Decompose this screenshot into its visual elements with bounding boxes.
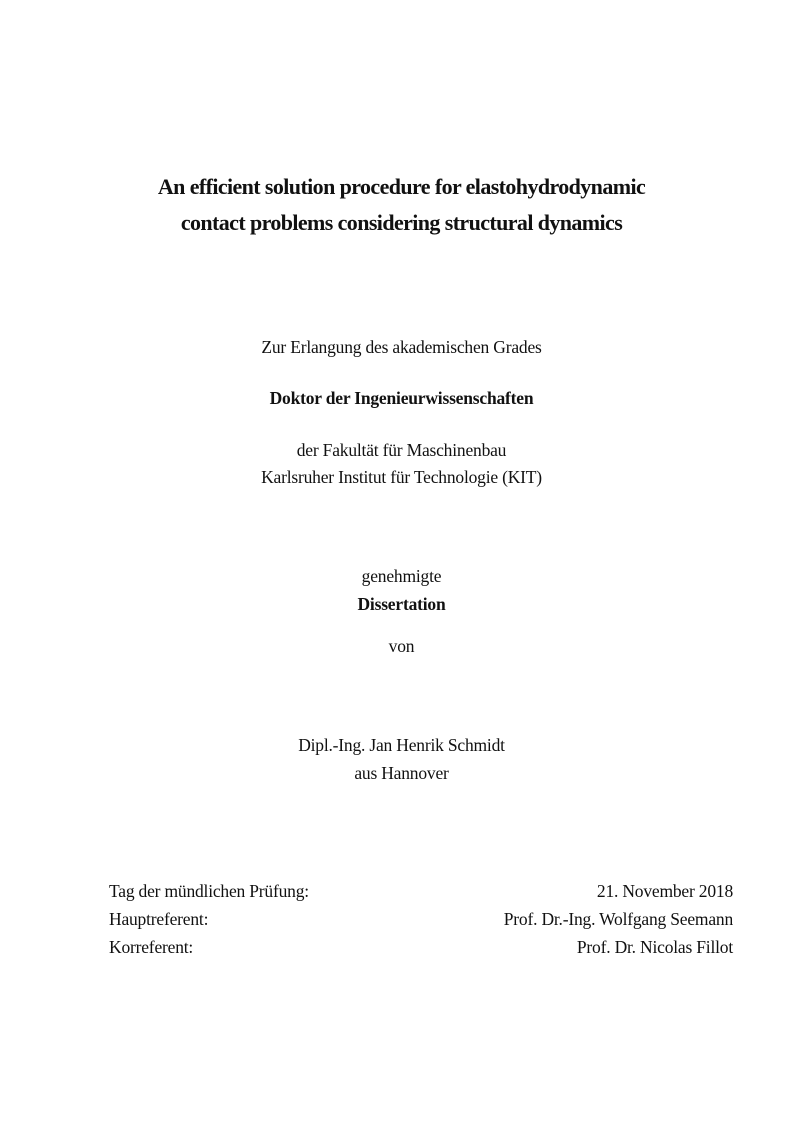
co-referee-value: Prof. Dr. Nicolas Fillot	[576, 937, 733, 957]
by-label: von	[388, 636, 415, 656]
author-name: Dipl.-Ing. Jan Henrik Schmidt	[298, 735, 505, 755]
exam-date-label: Tag der mündlichen Prüfung:	[109, 881, 309, 901]
degree-name: Doktor der Ingenieurwissenschaften	[269, 388, 534, 408]
faculty: der Fakultät für Maschinenbau	[296, 440, 507, 460]
main-referee-label: Hauptreferent:	[109, 909, 209, 929]
author-origin: aus Hannover	[354, 763, 449, 783]
title-line-1: An efficient solution procedure for elastohydrodynamic	[157, 174, 646, 199]
co-referee-label: Korreferent:	[109, 937, 194, 957]
main-referee-row	[109, 909, 733, 930]
approved-label: genehmigte	[361, 566, 442, 586]
main-referee-value: Prof. Dr.-Ing. Wolfgang Seemann	[503, 909, 733, 929]
exam-date-value: 21. November 2018	[596, 881, 733, 901]
dissertation-label: Dissertation	[357, 594, 446, 614]
degree-intro: Zur Erlangung des akademischen Grades	[261, 337, 542, 357]
title-line-2: contact problems considering structural dynamics	[180, 210, 623, 235]
co-referee-row	[109, 937, 733, 958]
institute: Karlsruher Institut für Technologie (KIT)	[261, 467, 542, 487]
exam-date-row	[109, 881, 733, 902]
